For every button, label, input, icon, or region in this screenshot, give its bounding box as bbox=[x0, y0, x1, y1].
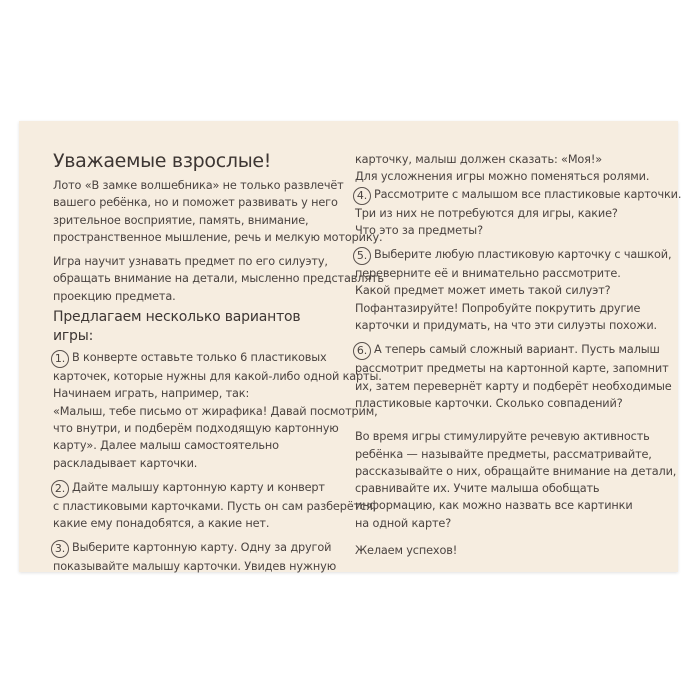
text-line: рассказывайте о них, обращайте внимание на детали, bbox=[355, 464, 677, 478]
text-line: Лото «В замке волшебника» не только развлечёт bbox=[53, 179, 344, 192]
text-line: проекцию предмета. bbox=[53, 289, 176, 303]
variants-subtitle: Предлагаем несколько вариантов игры: bbox=[53, 309, 301, 345]
text-line: Начинаем играть, например, так: bbox=[53, 387, 250, 401]
text-line: Для усложнения игры можно поменяться ролями. bbox=[355, 170, 650, 184]
step-3-continued bbox=[355, 151, 651, 186]
text-line: А теперь самый сложный вариант. Пусть малыш bbox=[374, 343, 660, 357]
left-column bbox=[53, 149, 384, 576]
text-line: что внутри, и подберём подходящую картонную bbox=[53, 421, 339, 435]
text-line: Что это за предметы? bbox=[355, 223, 483, 237]
text-line: на одной карте? bbox=[355, 516, 452, 530]
text-line: Пофантазируйте! Попробуйте покрутить другие bbox=[355, 301, 641, 315]
text-line: рассмотрит предметы на картонной карте, запомнит bbox=[355, 362, 669, 376]
text-line: вашего ребёнка, но и поможет развивать у него bbox=[53, 196, 338, 210]
text-line: Рассмотрите с малышом все пластиковые карточки. bbox=[374, 187, 682, 201]
text-line: раскладывает карточки. bbox=[53, 456, 198, 470]
text-line: с пластиковыми карточками. Пусть он сам разберётся, bbox=[53, 499, 377, 513]
silhouette-paragraph bbox=[53, 253, 384, 305]
step-number-badge: 4. bbox=[353, 187, 371, 205]
text-line: Три из них не потребуются для игры, какие? bbox=[355, 206, 618, 220]
text-line: зрительное восприятие, память, внимание, bbox=[53, 213, 309, 227]
text-line: Какой предмет может иметь такой силуэт? bbox=[355, 284, 611, 298]
step-number-badge: 5. bbox=[353, 247, 371, 265]
text-line: переверните её и внимательно рассмотрите. bbox=[355, 267, 621, 281]
step-5 bbox=[355, 246, 672, 334]
heading-title: Уважаемые взрослые! bbox=[53, 150, 272, 172]
step-1 bbox=[53, 349, 382, 472]
closing-wish: Желаем успехов! bbox=[355, 544, 458, 558]
outro-paragraph bbox=[355, 428, 677, 532]
step-number-badge: 6. bbox=[353, 342, 371, 360]
step-number-badge: 1. bbox=[51, 350, 69, 368]
text-line: их, затем перевернёт карту и подберёт необходимые bbox=[355, 379, 672, 393]
text-line: Выберите любую пластиковую карточку с чашкой, bbox=[374, 248, 672, 262]
step-number-badge: 2. bbox=[51, 480, 69, 498]
step-6 bbox=[355, 341, 672, 412]
text-line: информацию, как можно назвать все картинки bbox=[355, 499, 633, 513]
text-line: карту». Далее малыш самостоятельно bbox=[53, 439, 279, 453]
step-4 bbox=[355, 186, 682, 240]
text-line: «Малыш, тебе письмо от жирафика! Давай посмотрим, bbox=[53, 404, 378, 418]
text-line: Игра научит узнавать предмет по его силуэту, bbox=[53, 255, 328, 269]
step-3 bbox=[53, 539, 338, 575]
text-line: обращать внимание на детали, мысленно представлять bbox=[53, 272, 384, 286]
text-line: какие ему понадобятся, а какие нет. bbox=[53, 517, 270, 531]
text-line: ребёнка — называйте предметы, рассматривайте, bbox=[355, 447, 652, 461]
text-line: показывайте малышу карточки. Увидев нужную bbox=[53, 560, 337, 574]
step-number-badge: 3. bbox=[51, 540, 69, 558]
step-2 bbox=[53, 479, 377, 533]
text-line: Во время игры стимулируйте речевую активность bbox=[355, 430, 650, 444]
text-line: сравнивайте их. Учите малыша обобщать bbox=[355, 482, 600, 496]
text-line: карточек, которые нужны для какой-либо одной карты. bbox=[53, 370, 382, 384]
text-line: карточки и придумать, на что эти силуэты похожи. bbox=[355, 319, 657, 333]
right-column bbox=[355, 151, 682, 559]
intro-paragraph bbox=[53, 177, 383, 246]
text-line: пластиковые карточки. Сколько совпадений? bbox=[355, 396, 623, 410]
instruction-card bbox=[19, 121, 682, 574]
text-line: Дайте малышу картонную карту и конверт bbox=[72, 480, 325, 494]
text-line: карточку, малыш должен сказать: «Моя!» bbox=[355, 153, 602, 166]
text-line: пространственное мышление, речь и мелкую моторику. bbox=[53, 230, 383, 244]
text-line: Выберите картонную карту. Одну за другой bbox=[72, 541, 332, 555]
text-line: В конверте оставьте только 6 пластиковых bbox=[72, 351, 327, 365]
